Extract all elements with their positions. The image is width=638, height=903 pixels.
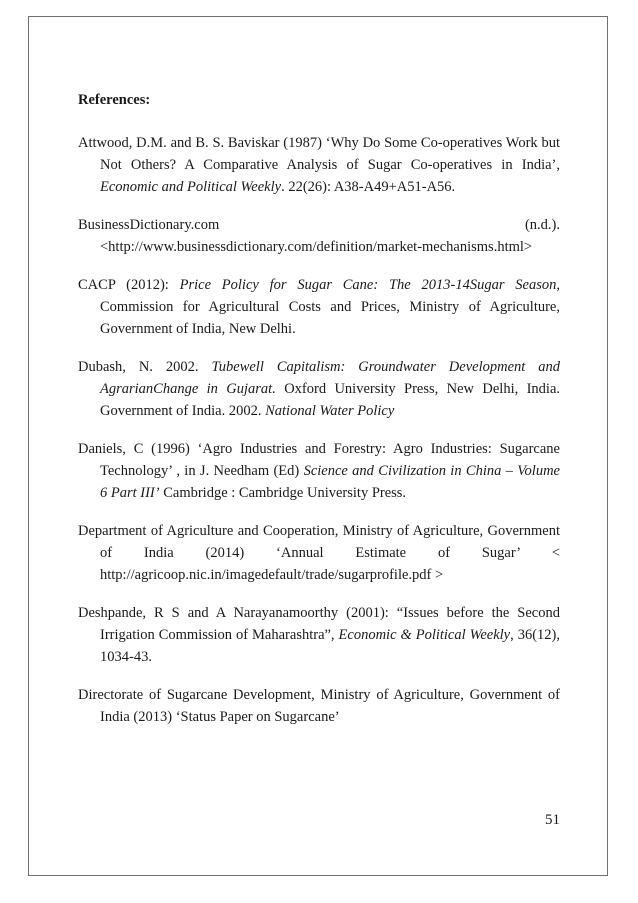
ref-site: BusinessDictionary.com xyxy=(78,217,220,233)
ref-text: Dubash, N. 2002. xyxy=(78,359,212,375)
ref-text: CACP (2012): xyxy=(78,277,180,293)
ref-title: Science and Civilization in China – Volume 6 Part III’ xyxy=(100,463,560,501)
page-number: 51 xyxy=(545,812,560,828)
ref-title: Price Policy for Sugar Cane: The 2013-14Sugar Season xyxy=(179,277,557,293)
reference-dept-agriculture xyxy=(78,520,560,586)
ref-text: Daniels, C (1996) ‘Agro Industries and Forestry: Agro Industries: Sugarcane Technology’ , in J. Needham (Ed) xyxy=(78,441,560,479)
reference-dubash xyxy=(78,356,560,422)
ref-text: Department of Agriculture and Cooperation, Ministry of Agriculture, Government of India (2014) ‘Annual Estimate of Sugar’ < http://agricoop.nic.in/imagedefault/trade/sugarprofile.pdf > xyxy=(78,523,560,583)
ref-text: Directorate of Sugarcane Development, Ministry of Agriculture, Government of India (2013) ‘Status Paper on Sugarcane’ xyxy=(78,687,560,725)
ref-journal: Economic & Political Weekly xyxy=(338,627,511,643)
ref-text: Oxford University Press, New Delhi, India. Government of India. 2002. xyxy=(100,381,561,419)
ref-text: . 22(26): A38-A49+A51-A56. xyxy=(281,179,456,195)
reference-daniels xyxy=(78,438,560,504)
reference-directorate xyxy=(78,684,560,728)
references-heading: References: xyxy=(78,92,151,108)
ref-title: National Water Policy xyxy=(265,403,395,419)
ref-first-line xyxy=(78,214,560,236)
ref-title: Tubewell Capitalism: Groundwater Development and AgrarianChange in Gujarat. xyxy=(100,359,560,397)
ref-url: <http://www.businessdictionary.com/definition/market-mechanisms.html> xyxy=(100,239,533,255)
ref-text: Attwood, D.M. and B. S. Baviskar (1987) ‘Why Do Some Co-operatives Work but Not Others? A Comparative Analysis of Sugar Co-operatives in India’, xyxy=(78,135,560,173)
ref-text: , Commission for Agricultural Costs and Prices, Ministry of Agriculture, Government of India, New Delhi. xyxy=(100,277,560,337)
ref-date: (n.d.). xyxy=(524,217,560,233)
reference-businessdictionary xyxy=(78,214,560,258)
reference-attwood xyxy=(78,132,560,198)
ref-journal: Economic and Political Weekly xyxy=(100,179,282,195)
ref-text: Deshpande, R S and A Narayanamoorthy (2001): “Issues before the Second Irrigation Commission of Maharashtra”, xyxy=(78,605,560,643)
references-section xyxy=(78,90,560,744)
ref-text: , 36(12), 1034-43. xyxy=(100,627,560,665)
reference-cacp xyxy=(78,274,560,340)
reference-deshpande xyxy=(78,602,560,668)
ref-text: Cambridge : Cambridge University Press. xyxy=(159,485,407,501)
